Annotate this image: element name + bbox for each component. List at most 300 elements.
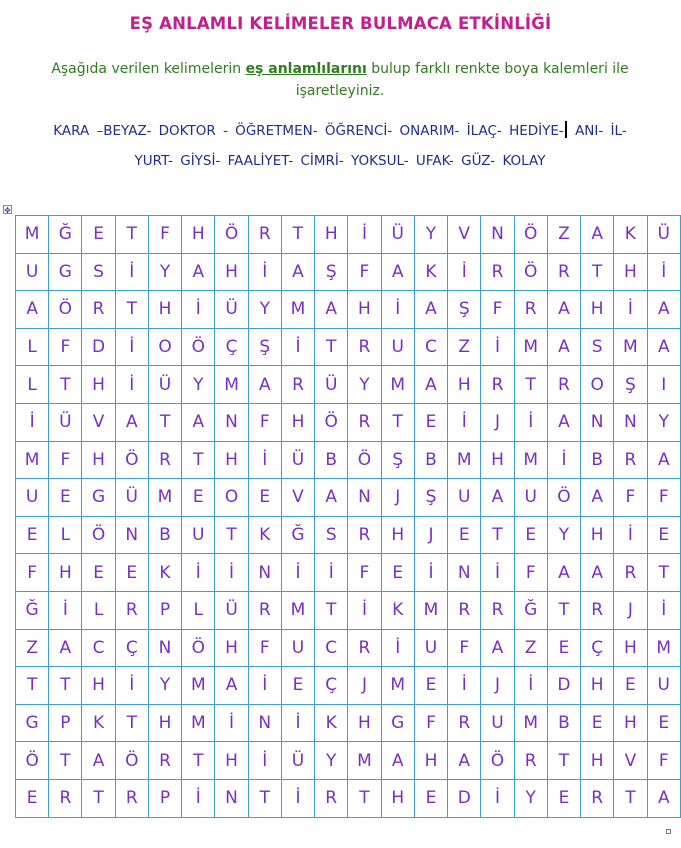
grid-cell[interactable]: E (614, 667, 647, 705)
grid-cell[interactable]: T (348, 779, 381, 817)
grid-cell[interactable]: İ (115, 366, 148, 404)
grid-cell[interactable]: Ö (115, 742, 148, 780)
grid-cell[interactable]: Ş (248, 328, 281, 366)
grid-cell[interactable]: Ş (381, 441, 414, 479)
grid-cell[interactable]: Ö (115, 441, 148, 479)
grid-cell[interactable]: Ü (315, 366, 348, 404)
grid-cell[interactable]: İ (115, 667, 148, 705)
grid-cell[interactable]: Ç (581, 629, 614, 667)
grid-cell[interactable]: R (481, 366, 514, 404)
grid-cell[interactable]: G (16, 704, 49, 742)
grid-cell[interactable]: M (514, 704, 547, 742)
grid-cell[interactable]: H (148, 291, 181, 329)
grid-cell[interactable]: O (148, 328, 181, 366)
grid-cell[interactable]: R (481, 253, 514, 291)
grid-cell[interactable]: Ü (215, 291, 248, 329)
grid-cell[interactable]: İ (647, 591, 680, 629)
grid-cell[interactable]: A (581, 479, 614, 517)
grid-cell[interactable]: A (215, 667, 248, 705)
grid-cell[interactable]: H (581, 667, 614, 705)
grid-cell[interactable]: İ (215, 554, 248, 592)
grid-cell[interactable]: A (315, 291, 348, 329)
grid-cell[interactable]: B (414, 441, 447, 479)
grid-cell[interactable]: Ö (348, 441, 381, 479)
grid-cell[interactable]: İ (614, 291, 647, 329)
grid-cell[interactable]: Ö (315, 403, 348, 441)
grid-cell[interactable]: Z (514, 629, 547, 667)
grid-cell[interactable]: H (182, 216, 215, 254)
grid-cell[interactable]: İ (215, 704, 248, 742)
grid-cell[interactable]: F (614, 479, 647, 517)
grid-cell[interactable]: R (348, 516, 381, 554)
grid-cell[interactable]: Ö (16, 742, 49, 780)
grid-cell[interactable]: T (115, 216, 148, 254)
grid-cell[interactable]: İ (248, 667, 281, 705)
grid-cell[interactable]: F (348, 554, 381, 592)
grid-cell[interactable]: E (182, 479, 215, 517)
grid-cell[interactable]: B (315, 441, 348, 479)
grid-cell[interactable]: Ü (381, 216, 414, 254)
grid-cell[interactable]: E (414, 779, 447, 817)
grid-cell[interactable]: E (16, 779, 49, 817)
grid-cell[interactable]: Y (514, 779, 547, 817)
grid-cell[interactable]: T (614, 779, 647, 817)
grid-cell[interactable]: H (381, 779, 414, 817)
grid-cell[interactable]: G (82, 479, 115, 517)
grid-cell[interactable]: A (16, 291, 49, 329)
grid-cell[interactable]: Ö (514, 253, 547, 291)
grid-cell[interactable]: N (581, 403, 614, 441)
grid-cell[interactable]: Ö (547, 479, 580, 517)
grid-cell[interactable]: H (215, 441, 248, 479)
grid-cell[interactable]: M (215, 366, 248, 404)
grid-cell[interactable]: R (148, 441, 181, 479)
grid-cell[interactable]: Ö (182, 629, 215, 667)
grid-cell[interactable]: Ç (215, 328, 248, 366)
grid-cell[interactable]: E (414, 667, 447, 705)
grid-cell[interactable]: E (281, 667, 314, 705)
grid-cell[interactable]: N (348, 479, 381, 517)
grid-cell[interactable]: İ (547, 441, 580, 479)
grid-cell[interactable]: R (514, 291, 547, 329)
grid-cell[interactable]: V (82, 403, 115, 441)
grid-cell[interactable]: F (647, 742, 680, 780)
grid-cell[interactable]: Y (148, 253, 181, 291)
grid-cell[interactable]: U (381, 328, 414, 366)
grid-cell[interactable]: R (514, 742, 547, 780)
grid-cell[interactable]: A (547, 328, 580, 366)
grid-cell[interactable]: H (281, 403, 314, 441)
grid-cell[interactable]: F (49, 441, 82, 479)
grid-cell[interactable]: V (281, 479, 314, 517)
grid-cell[interactable]: E (49, 479, 82, 517)
grid-cell[interactable]: E (514, 516, 547, 554)
grid-cell[interactable]: R (115, 591, 148, 629)
grid-cell[interactable]: Ğ (49, 216, 82, 254)
grid-cell[interactable]: N (148, 629, 181, 667)
grid-cell[interactable]: J (614, 591, 647, 629)
grid-cell[interactable]: İ (182, 291, 215, 329)
grid-cell[interactable]: V (614, 742, 647, 780)
grid-cell[interactable]: İ (348, 591, 381, 629)
grid-cell[interactable]: A (82, 742, 115, 780)
grid-cell[interactable]: A (481, 479, 514, 517)
grid-cell[interactable]: U (514, 479, 547, 517)
grid-cell[interactable]: A (414, 291, 447, 329)
grid-cell[interactable]: T (315, 328, 348, 366)
grid-cell[interactable]: Y (414, 216, 447, 254)
grid-cell[interactable]: İ (448, 403, 481, 441)
grid-cell[interactable]: F (514, 554, 547, 592)
grid-cell[interactable]: F (481, 291, 514, 329)
grid-cell[interactable]: E (82, 216, 115, 254)
grid-cell[interactable]: M (514, 328, 547, 366)
grid-cell[interactable]: İ (248, 441, 281, 479)
grid-cell[interactable]: Ş (315, 253, 348, 291)
grid-cell[interactable]: Y (547, 516, 580, 554)
grid-cell[interactable]: A (414, 366, 447, 404)
grid-cell[interactable]: P (148, 779, 181, 817)
grid-cell[interactable]: İ (514, 667, 547, 705)
grid-cell[interactable]: K (414, 253, 447, 291)
grid-cell[interactable]: E (414, 403, 447, 441)
grid-cell[interactable]: H (581, 742, 614, 780)
grid-cell[interactable]: İ (481, 779, 514, 817)
grid-cell[interactable]: T (115, 291, 148, 329)
grid-cell[interactable]: J (481, 667, 514, 705)
grid-cell[interactable]: H (82, 366, 115, 404)
grid-cell[interactable]: İ (348, 216, 381, 254)
grid-cell[interactable]: S (581, 328, 614, 366)
grid-cell[interactable]: U (647, 667, 680, 705)
grid-cell[interactable]: İ (481, 554, 514, 592)
grid-cell[interactable]: Y (182, 366, 215, 404)
grid-cell[interactable]: H (348, 291, 381, 329)
grid-cell[interactable]: Ü (115, 479, 148, 517)
grid-cell[interactable]: A (547, 554, 580, 592)
grid-cell[interactable]: E (82, 554, 115, 592)
grid-cell[interactable]: F (148, 216, 181, 254)
grid-cell[interactable]: K (614, 216, 647, 254)
grid-cell[interactable]: A (481, 629, 514, 667)
grid-cell[interactable]: H (82, 441, 115, 479)
grid-cell[interactable]: M (281, 291, 314, 329)
grid-cell[interactable]: M (414, 591, 447, 629)
grid-cell[interactable]: A (49, 629, 82, 667)
grid-cell[interactable]: T (281, 216, 314, 254)
grid-cell[interactable]: G (381, 704, 414, 742)
grid-cell[interactable]: L (16, 328, 49, 366)
grid-cell[interactable]: T (381, 403, 414, 441)
grid-cell[interactable]: H (215, 629, 248, 667)
grid-cell[interactable]: İ (182, 779, 215, 817)
grid-cell[interactable]: R (281, 366, 314, 404)
grid-cell[interactable]: B (547, 704, 580, 742)
grid-cell[interactable]: H (614, 253, 647, 291)
grid-cell[interactable]: T (481, 516, 514, 554)
grid-cell[interactable]: Y (148, 667, 181, 705)
grid-cell[interactable]: A (381, 742, 414, 780)
grid-cell[interactable]: L (82, 591, 115, 629)
grid-cell[interactable]: C (414, 328, 447, 366)
grid-cell[interactable]: U (16, 253, 49, 291)
grid-cell[interactable]: İ (115, 253, 148, 291)
grid-cell[interactable]: H (215, 253, 248, 291)
grid-cell[interactable]: T (547, 742, 580, 780)
grid-cell[interactable]: T (581, 253, 614, 291)
grid-cell[interactable]: R (448, 591, 481, 629)
grid-cell[interactable]: L (49, 516, 82, 554)
grid-cell[interactable]: İ (281, 779, 314, 817)
grid-cell[interactable]: R (315, 779, 348, 817)
grid-cell[interactable]: İ (448, 253, 481, 291)
grid-cell[interactable]: Ö (182, 328, 215, 366)
grid-cell[interactable]: H (581, 291, 614, 329)
grid-cell[interactable]: Y (647, 403, 680, 441)
grid-cell[interactable]: Ç (315, 667, 348, 705)
grid-cell[interactable]: T (49, 742, 82, 780)
grid-cell[interactable]: M (148, 479, 181, 517)
grid-cell[interactable]: İ (414, 554, 447, 592)
grid-cell[interactable]: İ (647, 253, 680, 291)
grid-cell[interactable]: U (448, 479, 481, 517)
grid-cell[interactable]: A (647, 291, 680, 329)
grid-cell[interactable]: C (82, 629, 115, 667)
grid-cell[interactable]: Ü (281, 441, 314, 479)
grid-cell[interactable]: İ (248, 742, 281, 780)
grid-cell[interactable]: İ (315, 554, 348, 592)
grid-cell[interactable]: R (581, 779, 614, 817)
grid-cell[interactable]: R (348, 629, 381, 667)
grid-cell[interactable]: D (547, 667, 580, 705)
grid-cell[interactable]: O (581, 366, 614, 404)
grid-cell[interactable]: M (182, 704, 215, 742)
grid-cell[interactable]: R (148, 742, 181, 780)
grid-cell[interactable]: G (49, 253, 82, 291)
grid-cell[interactable]: İ (448, 667, 481, 705)
grid-cell[interactable]: Z (547, 216, 580, 254)
grid-cell[interactable]: K (82, 704, 115, 742)
grid-cell[interactable]: A (248, 366, 281, 404)
grid-cell[interactable]: İ (614, 516, 647, 554)
grid-cell[interactable]: S (315, 516, 348, 554)
grid-cell[interactable]: R (348, 328, 381, 366)
grid-cell[interactable]: Ş (614, 366, 647, 404)
grid-cell[interactable]: A (315, 479, 348, 517)
grid-cell[interactable]: E (248, 479, 281, 517)
grid-cell[interactable]: T (315, 591, 348, 629)
grid-cell[interactable]: A (647, 328, 680, 366)
grid-cell[interactable]: Ş (414, 479, 447, 517)
grid-cell[interactable]: R (49, 779, 82, 817)
grid-cell[interactable]: M (614, 328, 647, 366)
grid-cell[interactable]: Y (348, 366, 381, 404)
grid-cell[interactable]: Z (16, 629, 49, 667)
grid-cell[interactable]: P (148, 591, 181, 629)
grid-cell[interactable]: İ (281, 554, 314, 592)
grid-cell[interactable]: A (115, 403, 148, 441)
grid-cell[interactable]: U (16, 479, 49, 517)
grid-cell[interactable]: J (348, 667, 381, 705)
grid-cell[interactable]: K (315, 704, 348, 742)
grid-cell[interactable]: İ (481, 328, 514, 366)
grid-cell[interactable]: R (481, 591, 514, 629)
grid-cell[interactable]: Ğ (16, 591, 49, 629)
grid-cell[interactable]: H (581, 516, 614, 554)
grid-cell[interactable]: E (647, 516, 680, 554)
grid-cell[interactable]: C (315, 629, 348, 667)
grid-cell[interactable]: M (381, 366, 414, 404)
grid-cell[interactable]: R (248, 591, 281, 629)
grid-cell[interactable]: İ (281, 328, 314, 366)
grid-cell[interactable]: B (148, 516, 181, 554)
grid-cell[interactable]: İ (248, 253, 281, 291)
grid-cell[interactable]: E (381, 554, 414, 592)
grid-cell[interactable]: A (182, 403, 215, 441)
grid-cell[interactable]: Ö (481, 742, 514, 780)
grid-cell[interactable]: B (581, 441, 614, 479)
grid-cell[interactable]: T (82, 779, 115, 817)
grid-cell[interactable]: T (647, 554, 680, 592)
grid-cell[interactable]: R (348, 403, 381, 441)
grid-cell[interactable]: Y (315, 742, 348, 780)
grid-cell[interactable]: A (647, 779, 680, 817)
grid-cell[interactable]: İ (115, 328, 148, 366)
grid-cell[interactable]: H (414, 742, 447, 780)
grid-cell[interactable]: T (49, 667, 82, 705)
grid-cell[interactable]: H (49, 554, 82, 592)
grid-cell[interactable]: N (448, 554, 481, 592)
grid-cell[interactable]: H (315, 216, 348, 254)
grid-cell[interactable]: İ (381, 629, 414, 667)
grid-cell[interactable]: Ğ (514, 591, 547, 629)
grid-cell[interactable]: Ç (115, 629, 148, 667)
grid-cell[interactable]: T (49, 366, 82, 404)
grid-cell[interactable]: I (647, 366, 680, 404)
grid-cell[interactable]: F (248, 403, 281, 441)
grid-cell[interactable]: U (182, 516, 215, 554)
grid-cell[interactable]: Ü (281, 742, 314, 780)
grid-cell[interactable]: T (148, 403, 181, 441)
grid-cell[interactable]: F (647, 479, 680, 517)
grid-cell[interactable]: N (115, 516, 148, 554)
grid-cell[interactable]: F (248, 629, 281, 667)
grid-cell[interactable]: U (481, 704, 514, 742)
grid-cell[interactable]: Ü (148, 366, 181, 404)
grid-cell[interactable]: İ (514, 403, 547, 441)
grid-cell[interactable]: R (547, 253, 580, 291)
grid-cell[interactable]: İ (281, 704, 314, 742)
grid-cell[interactable]: M (348, 742, 381, 780)
grid-cell[interactable]: L (182, 591, 215, 629)
grid-cell[interactable]: H (148, 704, 181, 742)
grid-cell[interactable]: R (248, 216, 281, 254)
grid-cell[interactable]: H (82, 667, 115, 705)
table-move-handle-icon[interactable]: ✥ (4, 206, 11, 215)
grid-cell[interactable]: N (215, 779, 248, 817)
grid-cell[interactable]: R (115, 779, 148, 817)
grid-cell[interactable]: R (547, 366, 580, 404)
grid-cell[interactable]: E (547, 629, 580, 667)
grid-cell[interactable]: Ş (448, 291, 481, 329)
grid-cell[interactable]: İ (16, 403, 49, 441)
grid-cell[interactable]: Y (248, 291, 281, 329)
grid-cell[interactable]: F (49, 328, 82, 366)
grid-cell[interactable]: H (348, 704, 381, 742)
grid-cell[interactable]: R (448, 704, 481, 742)
grid-cell[interactable]: L (16, 366, 49, 404)
grid-cell[interactable]: T (248, 779, 281, 817)
grid-cell[interactable]: İ (182, 554, 215, 592)
grid-cell[interactable]: F (448, 629, 481, 667)
grid-cell[interactable]: M (514, 441, 547, 479)
grid-cell[interactable]: Ö (82, 516, 115, 554)
grid-cell[interactable]: T (547, 591, 580, 629)
grid-cell[interactable]: U (414, 629, 447, 667)
grid-cell[interactable]: Ö (514, 216, 547, 254)
grid-cell[interactable]: E (448, 516, 481, 554)
grid-cell[interactable]: İ (381, 291, 414, 329)
grid-cell[interactable]: H (614, 629, 647, 667)
grid-cell[interactable]: F (348, 253, 381, 291)
grid-cell[interactable]: M (381, 667, 414, 705)
grid-cell[interactable]: N (481, 216, 514, 254)
grid-cell[interactable]: E (581, 704, 614, 742)
grid-cell[interactable]: R (82, 291, 115, 329)
grid-cell[interactable]: T (115, 704, 148, 742)
grid-cell[interactable]: F (414, 704, 447, 742)
grid-cell[interactable]: A (581, 216, 614, 254)
grid-cell[interactable]: M (16, 216, 49, 254)
grid-cell[interactable]: T (182, 742, 215, 780)
grid-cell[interactable]: R (581, 591, 614, 629)
grid-cell[interactable]: A (547, 291, 580, 329)
grid-cell[interactable]: E (547, 779, 580, 817)
grid-cell[interactable]: H (448, 366, 481, 404)
grid-cell[interactable]: K (248, 516, 281, 554)
grid-cell[interactable]: T (16, 667, 49, 705)
grid-cell[interactable]: M (16, 441, 49, 479)
grid-cell[interactable]: D (448, 779, 481, 817)
grid-cell[interactable]: E (647, 704, 680, 742)
grid-cell[interactable]: O (215, 479, 248, 517)
grid-cell[interactable]: Ö (49, 291, 82, 329)
grid-cell[interactable]: U (281, 629, 314, 667)
grid-cell[interactable]: K (148, 554, 181, 592)
grid-cell[interactable]: R (614, 554, 647, 592)
grid-cell[interactable]: T (182, 441, 215, 479)
grid-cell[interactable]: M (647, 629, 680, 667)
grid-cell[interactable]: R (614, 441, 647, 479)
grid-cell[interactable]: A (381, 253, 414, 291)
grid-cell[interactable]: M (182, 667, 215, 705)
grid-cell[interactable]: E (115, 554, 148, 592)
grid-cell[interactable]: A (182, 253, 215, 291)
grid-cell[interactable]: E (16, 516, 49, 554)
grid-cell[interactable]: H (215, 742, 248, 780)
grid-cell[interactable]: V (448, 216, 481, 254)
grid-cell[interactable]: A (581, 554, 614, 592)
grid-cell[interactable]: S (82, 253, 115, 291)
grid-cell[interactable]: H (481, 441, 514, 479)
grid-cell[interactable]: D (82, 328, 115, 366)
grid-cell[interactable]: A (281, 253, 314, 291)
grid-cell[interactable]: H (381, 516, 414, 554)
grid-cell[interactable]: N (614, 403, 647, 441)
grid-cell[interactable]: J (481, 403, 514, 441)
grid-cell[interactable]: M (448, 441, 481, 479)
grid-cell[interactable]: T (215, 516, 248, 554)
